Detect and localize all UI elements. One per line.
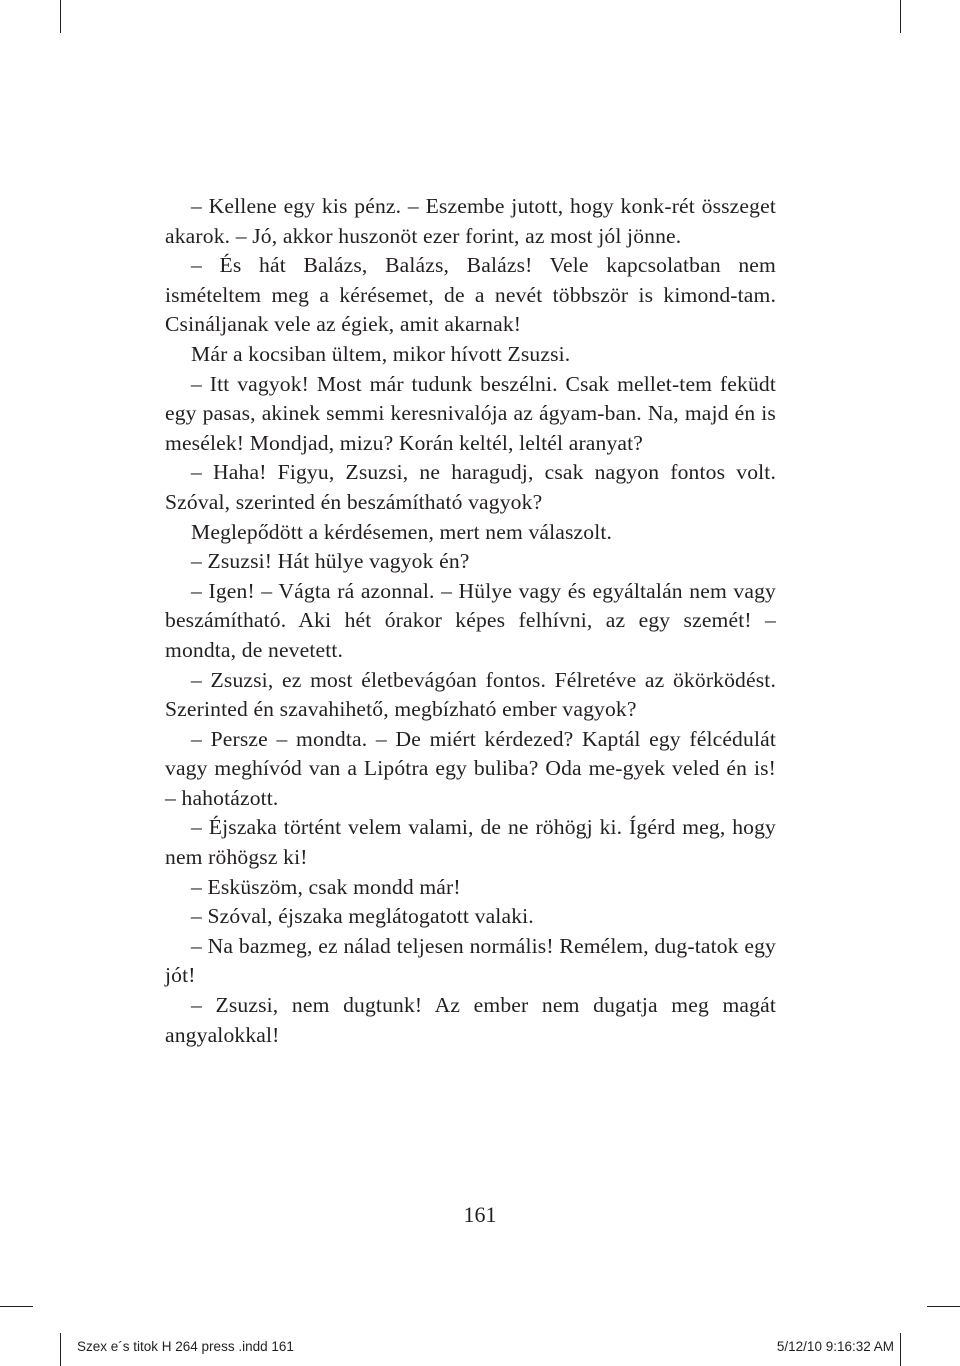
body-text bbox=[165, 192, 776, 1050]
paragraph: – Haha! Figyu, Zsuzsi, ne haragudj, csak nagyon fontos volt. Szóval, szerinted én beszámítható vagyok? bbox=[165, 460, 776, 514]
paragraph: – És hát Balázs, Balázs, Balázs! Vele kapcsolatban nem ismételtem meg a kérésemet, de a nevét többször is kimond-tam. Csináljanak vele az égiek, amit akarnak! bbox=[165, 253, 776, 337]
crop-mark-right-bottom bbox=[927, 1306, 960, 1307]
paragraph: – Na bazmeg, ez nálad teljesen normális! Remélem, dug-tatok egy jót! bbox=[165, 933, 776, 988]
paragraph: – Kellene egy kis pénz. – Eszembe jutott, hogy konk-rét összeget akarok. – Jó, akkor huszonöt ezer forint, az most jól jönne. bbox=[165, 194, 776, 248]
paragraph: – Persze – mondta. – De miért kérdezed? Kaptál egy félcédulát vagy meghívód van a Lipótra egy buliba? Oda me-gyek veled én is! – hahotázott. bbox=[165, 726, 776, 810]
page-number: 161 bbox=[463, 1202, 497, 1227]
slug-file-name: Szex e´s titok H 264 press .indd 161 bbox=[77, 1339, 294, 1354]
crop-mark-top-right bbox=[900, 0, 901, 33]
paragraph: – Igen! – Vágta rá azonnal. – Hülye vagy és egyáltalán nem vagy beszámítható. Aki hét órakor képes felhívni, az egy szemét! – mondta, de nevetett. bbox=[165, 578, 776, 662]
paragraph: – Szóval, éjszaka meglátogatott valaki. bbox=[191, 904, 534, 929]
paragraph: – Itt vagyok! Most már tudunk beszélni. Csak mellet-tem feküdt egy pasas, akinek semmi keresnivalója az ágyam-ban. Na, majd én is mesélek! Mondjad, mizu? Korán keltél, leltél aranyat? bbox=[165, 371, 776, 455]
paragraph: – Zsuzsi, nem dugtunk! Az ember nem dugatja meg magát angyalokkal! bbox=[165, 993, 776, 1047]
print-slug bbox=[0, 1326, 960, 1366]
paragraph: – Éjszaka történt velem valami, de ne röhögj ki. Ígérd meg, hogy nem röhögsz ki! bbox=[165, 815, 776, 870]
paragraph: Már a kocsiban ültem, mikor hívott Zsuzsi. bbox=[191, 341, 571, 366]
paragraph: – Esküszöm, csak mondd már! bbox=[191, 874, 461, 899]
crop-mark-left-bottom bbox=[0, 1306, 33, 1307]
slug-timestamp: 5/12/10 9:16:32 AM bbox=[776, 1339, 894, 1354]
crop-mark-top-left bbox=[60, 0, 61, 33]
paragraph: – Zsuzsi, ez most életbevágóan fontos. Félretéve az ökörködést. Szerinted én szavahihető, megbízható ember vagyok? bbox=[165, 667, 776, 722]
paragraph: Meglepődött a kérdésemen, mert nem válaszolt. bbox=[191, 519, 613, 544]
paragraph: – Zsuzsi! Hát hülye vagyok én? bbox=[191, 549, 470, 574]
